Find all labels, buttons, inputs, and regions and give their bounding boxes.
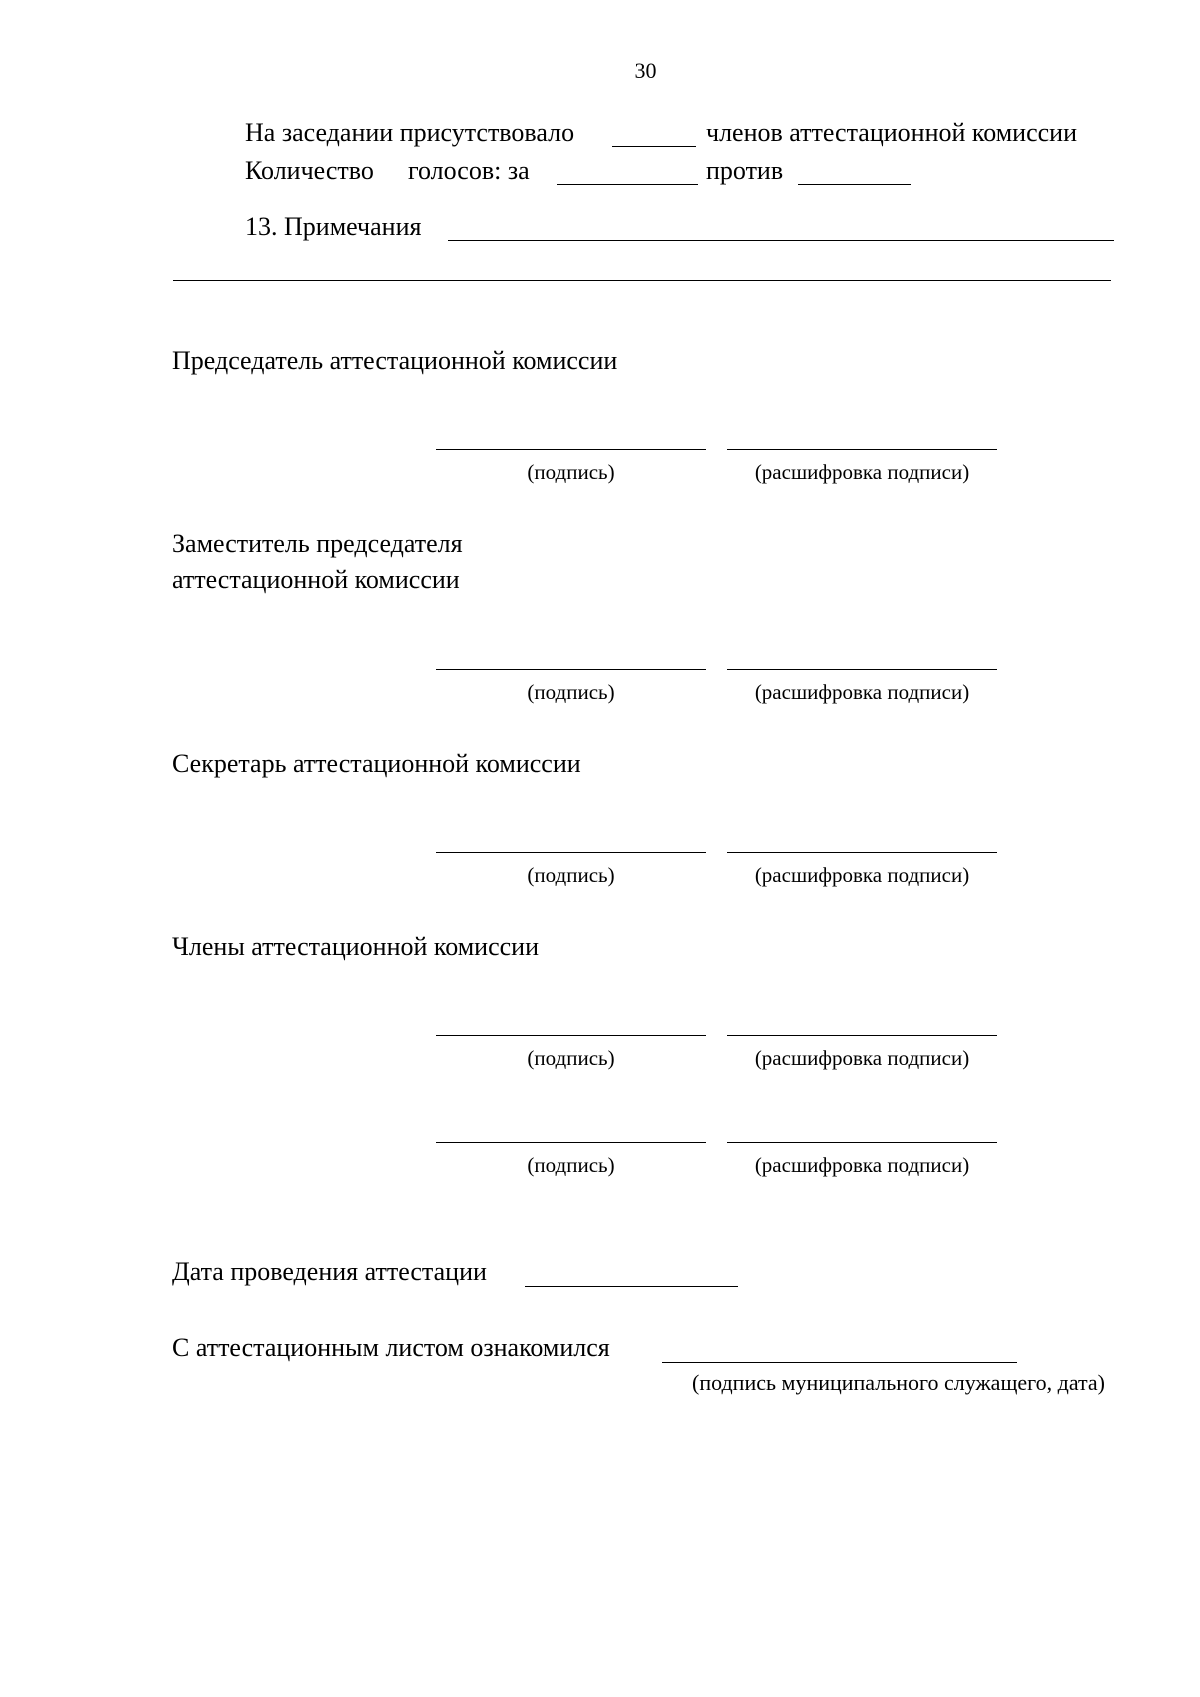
deputy-signature-decoding-field[interactable]: [727, 669, 997, 670]
member-2-signature-caption: (подпись): [527, 1153, 615, 1177]
deputy-decoding-caption: (расшифровка подписи): [754, 680, 970, 704]
secretary-signature-decoding-field[interactable]: [727, 852, 997, 853]
deputy-title-line-2: аттестационной комиссии: [172, 565, 460, 594]
attendance-prefix: На заседании присутствовало: [245, 118, 575, 147]
attendance-count-field[interactable]: [612, 146, 696, 147]
acquainted-label: С аттестационным листом ознакомился: [172, 1333, 610, 1362]
member-2-signature-field[interactable]: [436, 1142, 706, 1143]
acquainted-caption: (подпись муниципального служащего, дата): [692, 1370, 1105, 1395]
secretary-signature-caption: (подпись): [527, 863, 615, 887]
chairman-signature-caption: (подпись): [527, 460, 615, 484]
member-2-decoding-caption: (расшифровка подписи): [754, 1153, 970, 1177]
attendance-suffix: членов аттестационной комиссии: [706, 118, 1077, 147]
member-1-signature-caption: (подпись): [527, 1046, 615, 1070]
deputy-signature-caption: (подпись): [527, 680, 615, 704]
acquainted-signature-field[interactable]: [662, 1362, 1017, 1363]
chairman-title: Председатель аттестационной комиссии: [172, 346, 618, 375]
chairman-decoding-caption: (расшифровка подписи): [754, 460, 970, 484]
notes-label: 13. Примечания: [245, 212, 422, 241]
votes-for-field[interactable]: [557, 184, 698, 185]
chairman-signature-field[interactable]: [436, 449, 706, 450]
attestation-date-label: Дата проведения аттестации: [172, 1257, 487, 1286]
deputy-signature-field[interactable]: [436, 669, 706, 670]
secretary-signature-field[interactable]: [436, 852, 706, 853]
secretary-decoding-caption: (расшифровка подписи): [754, 863, 970, 887]
member-2-signature-decoding-field[interactable]: [727, 1142, 997, 1143]
page-number: 30: [634, 58, 657, 83]
votes-against-field[interactable]: [798, 184, 911, 185]
votes-label: Количество: [245, 156, 374, 185]
member-1-signature-field[interactable]: [436, 1035, 706, 1036]
attestation-date-field[interactable]: [525, 1286, 738, 1287]
notes-field-line-1[interactable]: [448, 240, 1114, 241]
deputy-title-line-1: Заместитель председателя: [172, 529, 463, 558]
secretary-title: Секретарь аттестационной комиссии: [172, 749, 581, 778]
members-title: Члены аттестационной комиссии: [172, 932, 539, 961]
chairman-signature-decoding-field[interactable]: [727, 449, 997, 450]
votes-against-label: против: [706, 156, 784, 185]
notes-field-line-2[interactable]: [173, 280, 1111, 281]
votes-for-label: голосов: за: [408, 156, 530, 185]
member-1-decoding-caption: (расшифровка подписи): [754, 1046, 970, 1070]
member-1-signature-decoding-field[interactable]: [727, 1035, 997, 1036]
